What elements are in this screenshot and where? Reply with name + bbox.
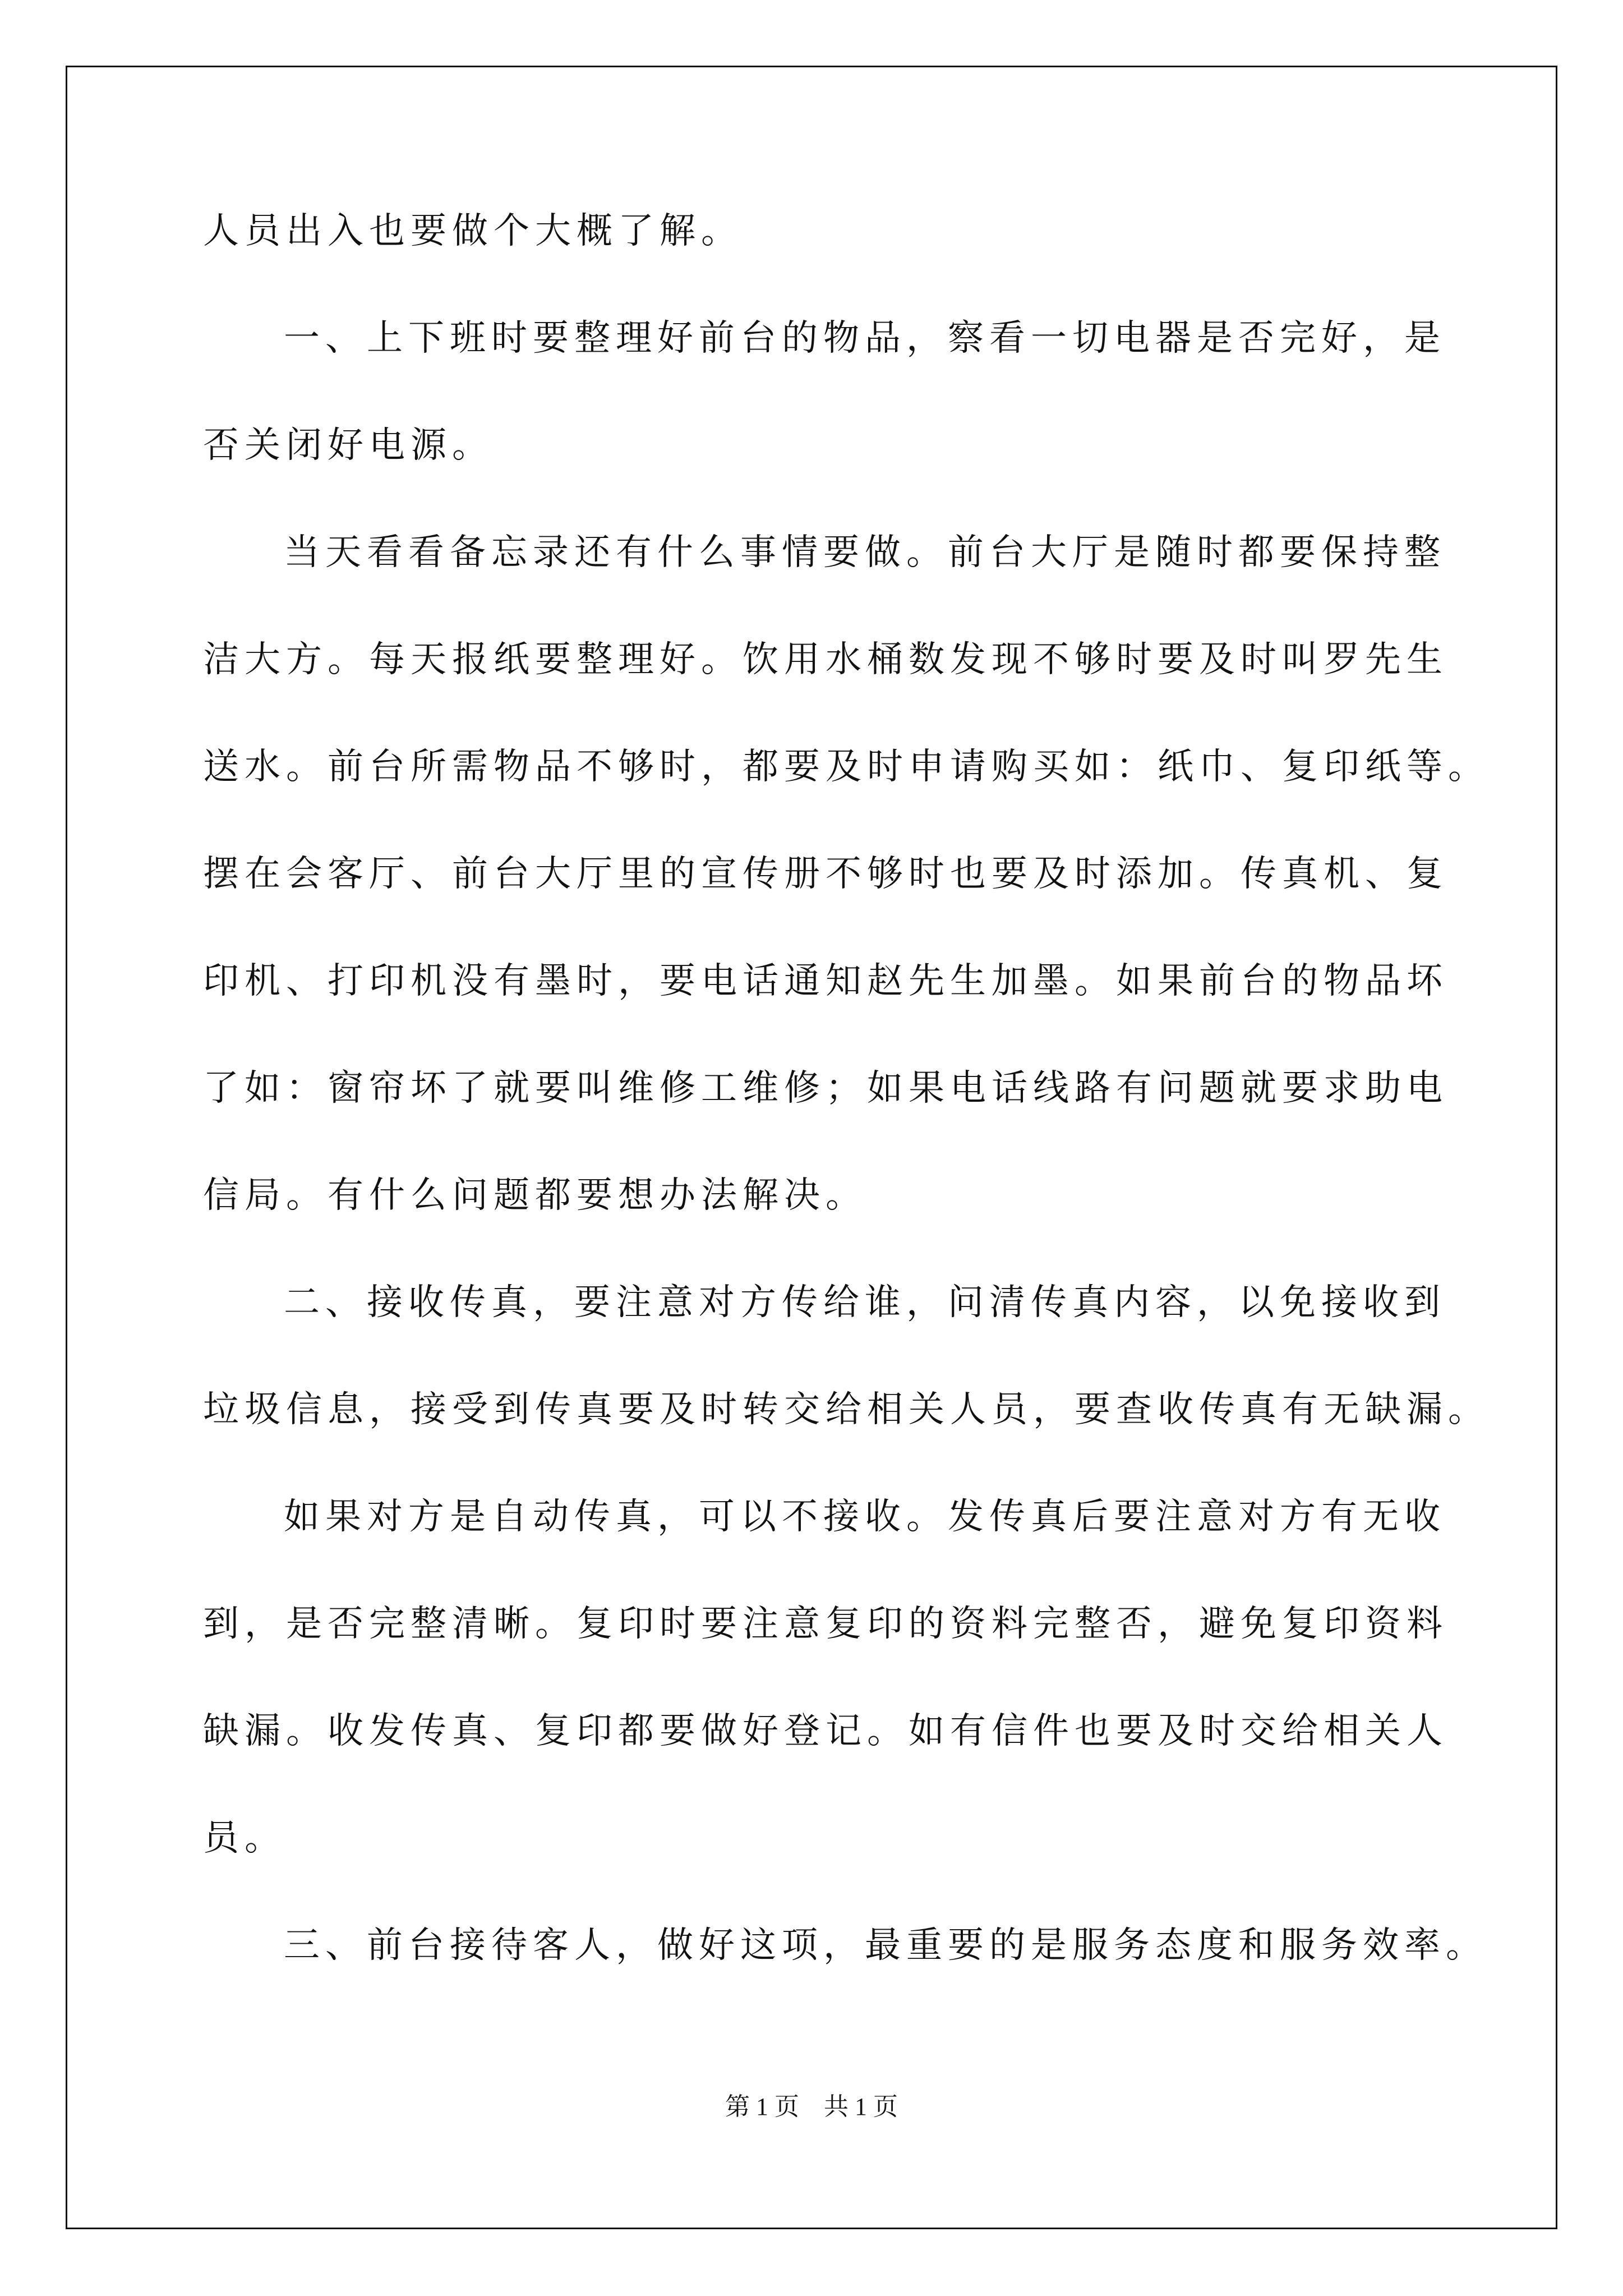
- text-line: 员。: [203, 1818, 286, 1859]
- text-line: 洁大方。每天报纸要整理好。饮用水桶数发现不够时要及时叫罗先生: [203, 639, 1448, 680]
- text-line: 三、前台接待客人，做好这项，最重要的是服务态度和服务效率。: [284, 1925, 1487, 1966]
- text-line: 否关闭好电源。: [203, 425, 494, 466]
- text-line: 信局。有什么问题都要想办法解决。: [203, 1175, 867, 1216]
- text-line: 摆在会客厅、前台大厅里的宣传册不够时也要及时添加。传真机、复: [203, 853, 1448, 895]
- text-line: 缺漏。收发传真、复印都要做好登记。如有信件也要及时交给相关人: [203, 1710, 1448, 1752]
- text-line: 人员出入也要做个大概了解。: [203, 210, 743, 252]
- text-line: 了如：窗帘坏了就要叫维修工维修；如果电话线路有问题就要求助电: [203, 1068, 1448, 1109]
- text-line: 当天看看备忘录还有什么事情要做。前台大厅是随时都要保持整: [284, 532, 1446, 573]
- text-line: 印机、打印机没有墨时，要电话通知赵先生加墨。如果前台的物品坏: [203, 960, 1448, 1002]
- page-border: [66, 66, 1557, 2229]
- text-line: 送水。前台所需物品不够时，都要及时申请购买如：纸巾、复印纸等。: [203, 746, 1490, 788]
- text-line: 二、接收传真，要注意对方传给谁，问清传真内容，以免接收到: [284, 1282, 1446, 1323]
- text-line: 到，是否完整清晰。复印时要注意复印的资料完整否，避免复印资料: [203, 1603, 1448, 1645]
- text-line: 一、上下班时要整理好前台的物品，察看一切电器是否完好，是: [284, 318, 1446, 359]
- text-line: 垃圾信息，接受到传真要及时转交给相关人员，要查收传真有无缺漏。: [203, 1389, 1490, 1430]
- page-number-footer: 第 1 页 共 1 页: [725, 2093, 898, 2120]
- text-line: 如果对方是自动传真，可以不接收。发传真后要注意对方有无收: [284, 1496, 1446, 1538]
